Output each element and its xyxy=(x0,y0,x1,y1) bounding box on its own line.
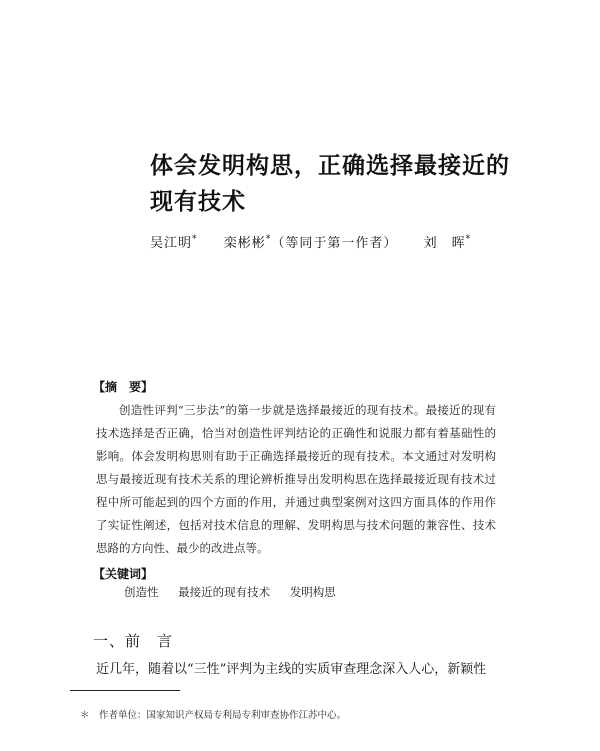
introduction-paragraph: 近几年，随着以“三性”评判为主线的实质审查理念深入人心，新颖性 xyxy=(96,662,487,677)
keyword: 发明构思 xyxy=(289,585,336,599)
keyword: 最接近的现有技术 xyxy=(178,585,271,599)
author-mark: * xyxy=(265,234,272,245)
author-note: （等同于第一作者） xyxy=(271,236,398,251)
footnote: ＊ 作者单位：国家知识产权局专利局专利审查协作江苏中心。 xyxy=(80,710,347,721)
abstract-label: 【摘 要】 xyxy=(93,380,154,394)
author-name: 刘 晖 xyxy=(423,236,466,251)
section-heading-introduction: 一、前 言 xyxy=(93,632,174,650)
footnote-divider xyxy=(70,690,180,691)
article-title: 体会发明构思，正确选择最接近的现有技术 xyxy=(150,153,510,215)
author-mark: * xyxy=(192,234,198,245)
author-name: 栾彬彬 xyxy=(223,236,266,251)
keywords-label: 【关键词】 xyxy=(93,567,154,581)
author-name: 吴江明 xyxy=(150,236,193,251)
abstract-text: 创造性评判“三步法”的第一步就是选择最接近的现有技术。最接近的现有技术选择是否正确，恰当对创造性评判结论的正确性和说服力都有着基础性的影响。体会发明构思则有助于正确选择最接近的现有技术。本文通过对发明构思与最接近现有技术关系的理论辨析推导出发明构思在选择最接近现有技术过程中所可能起到的四个方面的作用，并通过典型案例对这四方面具体的作用作了实证性阐述，包括对技术信息的理解、发明构思与技术问题的兼容性、技术思路的方向性、最少的改进点等。 xyxy=(96,403,496,555)
author-line xyxy=(150,232,550,251)
author-mark: * xyxy=(465,234,472,245)
keyword: 创造性 xyxy=(124,585,159,599)
keyword-list xyxy=(124,584,504,600)
